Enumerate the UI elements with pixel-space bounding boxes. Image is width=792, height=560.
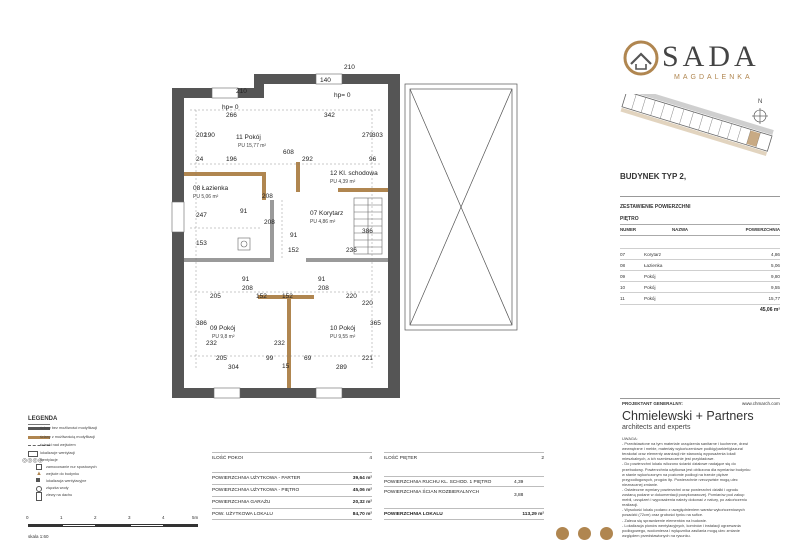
decor-dot [578, 527, 591, 540]
room-area: PU 5,06 m² [193, 194, 219, 200]
legend-item: wejście do budynku [46, 472, 80, 476]
summary-floor: PIĘTRO [620, 216, 639, 222]
site-plan-thumbnail [612, 94, 782, 166]
stat-row: POWIERZCHNIA UŻYTKOWA - PIĘTRO 45,06 m² [212, 484, 372, 495]
dimension: 99 [266, 355, 274, 362]
stat-row: POWIERZCHNIA LOKALU 113,29 m² [384, 508, 544, 520]
legend-divider [28, 424, 50, 425]
legend-item: lokalizacja wentylacyjne [46, 479, 87, 483]
room-name: 08 Łazienka [193, 185, 229, 192]
bathroom-fixtures [238, 238, 250, 250]
col-area: POWIERZCHNIA [745, 227, 780, 232]
stat-row: POWIERZCHNIA RUCHU KL. SCHOD. 1 PIĘTRO 4,39 [384, 476, 544, 487]
dimension: 196 [226, 156, 237, 163]
scale-tick: 1 [60, 515, 63, 520]
col-num: NUMER [620, 227, 637, 232]
room-name: 11 Pokój [236, 134, 261, 141]
legend-title: LEGENDA [28, 416, 58, 422]
designer-label: PROJEKTANT GENERALNY: [622, 401, 683, 406]
dimension: 221 [362, 355, 373, 362]
dimension: 15 [282, 363, 290, 370]
vent-location-icon [36, 478, 40, 482]
logo [622, 38, 772, 88]
room-name: 09 Pokój [210, 325, 236, 332]
dimension: 91 [242, 276, 250, 283]
dimension: 205 [216, 355, 227, 362]
dimension: 190 [204, 132, 215, 139]
dimension: 24 [196, 156, 204, 163]
dimension: 152 [288, 247, 299, 254]
legend-item: zlewy na dachu [46, 493, 73, 497]
dimension: 232 [274, 340, 285, 347]
dimension: 208 [318, 285, 329, 292]
room-name: 07 Korytarz [310, 210, 344, 217]
room-area: PU 4,39 m² [330, 179, 356, 185]
dimension: 386 [196, 320, 207, 327]
stat-row: POW. UŻYTKOWA LOKALU 84,70 m² [212, 508, 372, 520]
row-name: Pokój [644, 274, 656, 279]
legend-item: złączka wody [46, 486, 69, 490]
vent-circles-icon: ◎◎◎◎ [22, 458, 43, 464]
dimension: 69 [304, 355, 312, 362]
dimension: 220 [362, 300, 373, 307]
legend-item: ściany z możliwością modyfikacji [40, 435, 96, 439]
room-area: PU 9,8 m² [212, 334, 235, 340]
light-walls [184, 200, 388, 262]
scale-tick: 2 [94, 515, 97, 520]
dimension: 140 [320, 77, 331, 84]
svg-text:N: N [758, 99, 763, 105]
dimension: 304 [228, 364, 239, 371]
dimension: 91 [290, 232, 298, 239]
scale-tick: 4 [162, 515, 165, 520]
row-area: 5,06 [771, 263, 780, 268]
dimension: 96 [369, 156, 377, 163]
dimension: 232 [206, 340, 217, 347]
building-title: BUDYNEK TYP 2, [620, 172, 687, 181]
dimension: 153 [196, 240, 207, 247]
room-area: PU 9,55 m² [330, 334, 356, 340]
room-name: 12 Kl. schodowa [330, 170, 378, 177]
legend-item: wentylacje [40, 458, 58, 462]
dimension: 386 [362, 228, 373, 235]
windows [172, 74, 342, 398]
legend-item: zamocowanie nur spustowych [46, 465, 97, 469]
legend-item: ścianki nad wejściem [40, 443, 76, 447]
col-name: NAZWA [672, 227, 689, 232]
decor-dot [556, 527, 569, 540]
dimension: 220 [346, 293, 357, 300]
dimension: 210 [236, 88, 247, 95]
dimension: 205 [210, 293, 221, 300]
row-num: 11 [620, 296, 625, 301]
dimension: 202 [196, 132, 207, 139]
scale-tick: 5m [192, 515, 199, 520]
designer-name: Chmielewski + Partners [622, 409, 754, 423]
designer-tagline: architects and experts [622, 424, 691, 431]
stairs [354, 198, 382, 254]
stat-row: ILOŚĆ PIĘTER 2 [384, 452, 544, 463]
height-label: hp= 0 [334, 92, 351, 99]
dimension: 208 [264, 219, 275, 226]
row-area: 4,86 [771, 252, 780, 257]
dimension: 266 [226, 112, 237, 119]
decor-dot [600, 527, 613, 540]
dimension: 289 [336, 364, 347, 371]
dimension: 152 [282, 293, 293, 300]
stat-row: ILOŚĆ POKOI 4 [212, 452, 372, 463]
scale-label: skala 1:60 [28, 534, 49, 539]
row-num: 08 [620, 263, 626, 268]
terrace-outline [405, 84, 517, 330]
dimension: 236 [346, 247, 357, 254]
dimension: 279 [362, 132, 373, 139]
row-num: 07 [620, 252, 626, 257]
row-name: Pokój [644, 285, 656, 290]
logo-emblem-icon [622, 38, 662, 82]
dimension: 208 [262, 193, 273, 200]
dimension: 608 [283, 149, 294, 156]
summary-table-header [620, 224, 780, 236]
drain-icon [36, 464, 42, 470]
row-name: Korytarz [644, 252, 662, 257]
dimension: 91 [240, 208, 248, 215]
scale-bar [28, 524, 198, 528]
height-label: hp= 0 [222, 104, 239, 111]
designer-divider [620, 398, 780, 399]
north-arrow-icon [750, 96, 772, 126]
notes: UWAGA: - Przedstawione na tym materiale urządzenia sanitarne i kuchenne, drzwi wewnętrzne i meble, materiały wykończeniowe podłóg/parkiet/glazura/ terakota/ oraz elementy aranżacji nie stanowią wyposażenia lokali mieszkalnych, a ich rozmieszczenie jest przykładowe. - Do powierzchni lokalu wliczono ścianki działowe nadające się do przebudowy. Powierzchnia użytkowa jest obliczona dla wymiarów budynku w stanie wykończonym na poziomie podłogi na trzecie piętrze przypodłogowych, progów itp. Powierzchnie rzeczywiste mogą ulec nieznacznej zmianie. - Ostateczne wymiary powierzchni oraz powierzchni działki i ogrodu zostaną podane w dokumentacji powykonawczej. Pomiarów pod zakup mebli, urządzeń i wyposażenia należy dokonać z natury, po zakończeniu realizacji. - Wysokość lokalu podano z uwzględnieniem warstw wykończeniowych posadzki (72cm) oraz grubości tynku na sufice. - Zaleca się sprawdzenie elementów na budowie. - Lokalizacja pionów wentylacyjnych, kominów i instalacji ogrzewania podłogowego, wodomierza i wyłącznika zasilania mogą ulec zmianie względem przedstawionych na rysunku. [622, 436, 782, 538]
table-row [620, 292, 780, 305]
scale-tick: 3 [128, 515, 131, 520]
dimension: 247 [196, 212, 207, 219]
divider [620, 196, 780, 197]
entrance-icon: ▲ [36, 471, 42, 477]
stat-row: POWIERZCHNIA UŻYTKOWA - PARTER 39,64 m² [212, 472, 372, 483]
roof-drain-icon [36, 492, 42, 501]
outer-walls [172, 74, 400, 398]
row-name: Łazienka [644, 263, 663, 268]
summary-heading: ZESTAWIENIE POWIERZCHNI [620, 204, 691, 210]
notes-title: UWAGA: [622, 436, 638, 441]
row-num: 10 [620, 285, 626, 290]
dimension: 208 [242, 285, 253, 292]
dimension: 210 [344, 64, 355, 71]
stat-row: POWIERZCHNIA ŚCIAN ROZBIERALNYCH 3,88 [384, 486, 544, 497]
legend-item: ściany bez możliwości modyfikacji [40, 426, 98, 430]
room-area: PU 15,77 m² [238, 143, 267, 149]
legend-item: lokalizacje wentylacji [40, 451, 76, 455]
summary-total: 45,06 m² [759, 307, 780, 313]
row-area: 15,77 [768, 296, 780, 301]
logo-sub-text: MAGDALENKA [674, 74, 753, 81]
row-name: Pokój [644, 296, 656, 301]
stat-row: POWIERZCHNIA GARAŻU 20,32 m² [212, 496, 372, 507]
dimension: 365 [370, 320, 381, 327]
dimension: 152 [256, 293, 267, 300]
row-area: 9,55 [771, 285, 780, 290]
dimension: 292 [302, 156, 313, 163]
room-area: PU 4,86 m² [310, 219, 336, 225]
logo-main-text: SADA [662, 40, 760, 73]
row-num: 09 [620, 274, 626, 279]
website: www.chmarch.com [742, 401, 780, 406]
dimension: 342 [324, 112, 335, 119]
dimension: 303 [372, 132, 383, 139]
dimension: 91 [318, 276, 326, 283]
scale-tick: 0 [26, 515, 29, 520]
room-name: 10 Pokój [330, 325, 356, 332]
row-area: 9,80 [771, 274, 780, 279]
